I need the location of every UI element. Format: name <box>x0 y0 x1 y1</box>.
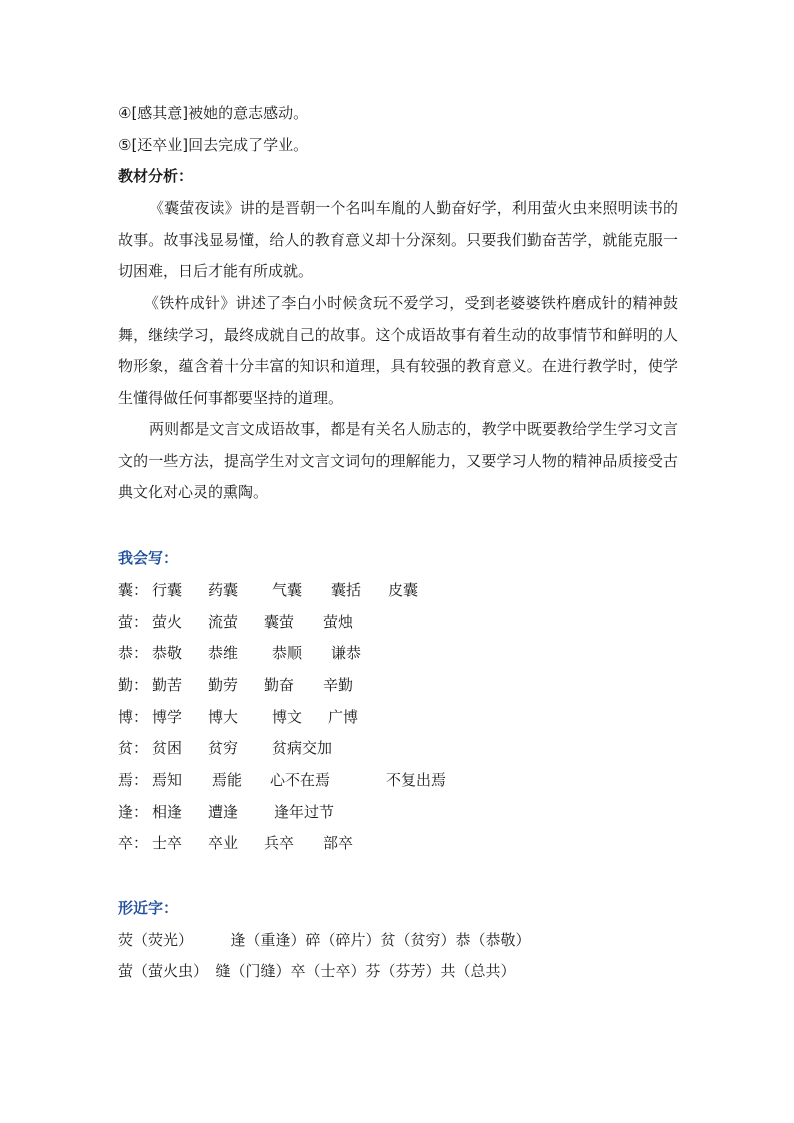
write-heading: 我会写： <box>118 549 179 567</box>
word: 心不在焉 <box>270 771 331 789</box>
word: 行囊 <box>152 581 183 599</box>
similar-heading: 形近字： <box>118 899 179 917</box>
word: 萤烛 <box>323 613 354 631</box>
word: 气囊 <box>272 581 303 599</box>
word: 流萤 <box>208 613 239 631</box>
word: 兵卒 <box>264 834 295 852</box>
word: 恭维 <box>208 644 239 662</box>
item-5: ⑤[还卒业]回去完成了学业。 <box>118 136 309 154</box>
word-row-char: 博： <box>118 708 149 726</box>
word: 囊括 <box>331 581 362 599</box>
word: 卒业 <box>208 834 239 852</box>
word: 谦恭 <box>331 644 362 662</box>
word-row-char: 囊： <box>118 581 149 599</box>
word-row-char: 恭： <box>118 644 149 662</box>
word: 部卒 <box>323 834 354 852</box>
word: 勤劳 <box>208 676 239 694</box>
analysis-paragraph-3: 两则都是文言文成语故事，都是有关名人励志的，教学中既要教给学生学习文言文的一些方法，提高学生对文言文词句的理解能力，又要学习人物的精神品质接受古典文化对心灵的熏陶。 <box>118 420 678 501</box>
analysis-paragraph-1: 《囊萤夜读》讲的是晋朝一个名叫车胤的人勤奋好学，利用萤火虫来照明读书的故事。故事浅显易懂，给人的教育意义却十分深刻。只要我们勤奋苦学，就能克服一切困难，日后才能有所成就。 <box>118 199 678 280</box>
similar-line-1: 荧（荧光） 逢（重逢）碎（碎片）贫（贫穷）恭（恭敬） <box>118 931 531 949</box>
word: 博大 <box>208 708 239 726</box>
analysis-paragraph-2: 《铁杵成针》讲述了李白小时候贪玩不爱学习，受到老婆婆铁杵磨成针的精神鼓舞，继续学习，最终成就自己的故事。这个成语故事有着生动的故事情节和鲜明的人物形象，蕴含着十分丰富的知识和道理，具有较强的教育意义。在进行教学时，使学生懂得做任何事都要坚持的道理。 <box>118 294 678 407</box>
word-row-char: 勤： <box>118 676 149 694</box>
word: 逢年过节 <box>274 803 335 821</box>
word: 焉能 <box>212 771 243 789</box>
word: 药囊 <box>208 581 239 599</box>
word: 皮囊 <box>388 581 419 599</box>
similar-line-2: 萤（萤火虫） 缝（门缝）卒（士卒）芬（芬芳）共（总共） <box>118 962 516 980</box>
word: 相逢 <box>152 803 183 821</box>
word: 辛勤 <box>323 676 354 694</box>
word-row-char: 逢： <box>118 803 149 821</box>
word: 贫困 <box>152 739 183 757</box>
word: 恭敬 <box>152 644 183 662</box>
word: 萤火 <box>152 613 183 631</box>
word: 遭逢 <box>208 803 239 821</box>
word-row-char: 焉： <box>118 771 149 789</box>
word: 不复出焉 <box>386 771 447 789</box>
word: 贫病交加 <box>272 739 333 757</box>
word-row-char: 萤： <box>118 613 149 631</box>
word: 士卒 <box>152 834 183 852</box>
word: 焉知 <box>152 771 183 789</box>
word: 广博 <box>328 708 359 726</box>
word: 贫穷 <box>208 739 239 757</box>
analysis-heading: 教材分析： <box>118 167 194 185</box>
word: 囊萤 <box>264 613 295 631</box>
word-row-char: 贫： <box>118 739 149 757</box>
word: 博学 <box>152 708 183 726</box>
item-4: ④[感其意]被她的意志感动。 <box>118 104 309 122</box>
word: 勤奋 <box>264 676 295 694</box>
word: 博文 <box>272 708 303 726</box>
word: 勤苦 <box>152 676 183 694</box>
word: 恭顺 <box>272 644 303 662</box>
word-row-char: 卒： <box>118 834 149 852</box>
